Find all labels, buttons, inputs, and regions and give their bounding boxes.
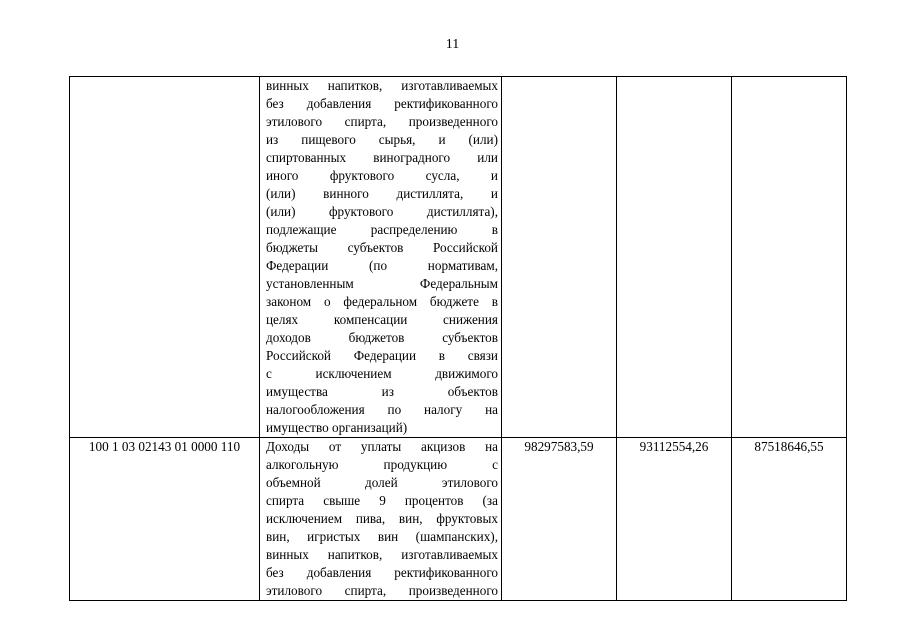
amount-cell-2: 93112554,26 [617,438,732,601]
description-line: законом о федеральном бюджете в [266,294,498,309]
description-line: бюджеты субъектов Российской [266,240,498,255]
table-row [70,438,847,601]
description-line: имущества из объектов [266,384,498,399]
description-line: этилового спирта, произведенного [266,114,498,129]
description-line: вин, игристых вин (шампанских), [266,529,498,544]
description-line: установленным Федеральным [266,276,498,291]
description-line: Федерации (по нормативам, [266,258,498,273]
amount-cell-3: 87518646,55 [732,438,847,601]
description-line: из пищевого сырья, и (или) [266,132,498,147]
description-line: (или) фруктового дистиллята), [266,204,498,219]
description-line: без добавления ректификованного [266,96,498,111]
description-line: доходов бюджетов субъектов [266,330,498,345]
description-line: спирта свыше 9 процентов (за [266,493,498,508]
description-line: налогообложения по налогу на [266,402,498,417]
description-line: подлежащие распределению в [266,222,498,237]
description-line: имущество организаций) [266,420,408,435]
description-line: (или) винного дистиллята, и [266,186,498,201]
description-cell [260,438,502,601]
description-line: целях компенсации снижения [266,312,498,327]
description-line: Российской Федерации в связи [266,348,498,363]
budget-table [69,76,847,601]
description-line: иного фруктового сусла, и [266,168,498,183]
table-row [70,77,847,438]
description-line: спиртованных виноградного или [266,150,498,165]
description-line: этилового спирта, произведенного [266,583,498,598]
description-line: алкогольную продукцию с [266,457,498,472]
description-line: с исключением движимого [266,366,498,381]
description-line: винных напитков, изготавливаемых [266,78,498,93]
budget-code-cell [70,77,260,438]
description-line: исключением пива, вин, фруктовых [266,511,498,526]
description-line: винных напитков, изготавливаемых [266,547,498,562]
description-line: Доходы от уплаты акцизов на [266,439,498,454]
amount-cell-2 [617,77,732,438]
budget-code-cell: 100 1 03 02143 01 0000 110 [70,438,260,601]
description-line: без добавления ректификованного [266,565,498,580]
description-line: объемной долей этилового [266,475,498,490]
description-cell [260,77,502,438]
amount-cell-1 [502,77,617,438]
amount-cell-3 [732,77,847,438]
amount-cell-1: 98297583,59 [502,438,617,601]
page-number: 11 [445,37,460,52]
